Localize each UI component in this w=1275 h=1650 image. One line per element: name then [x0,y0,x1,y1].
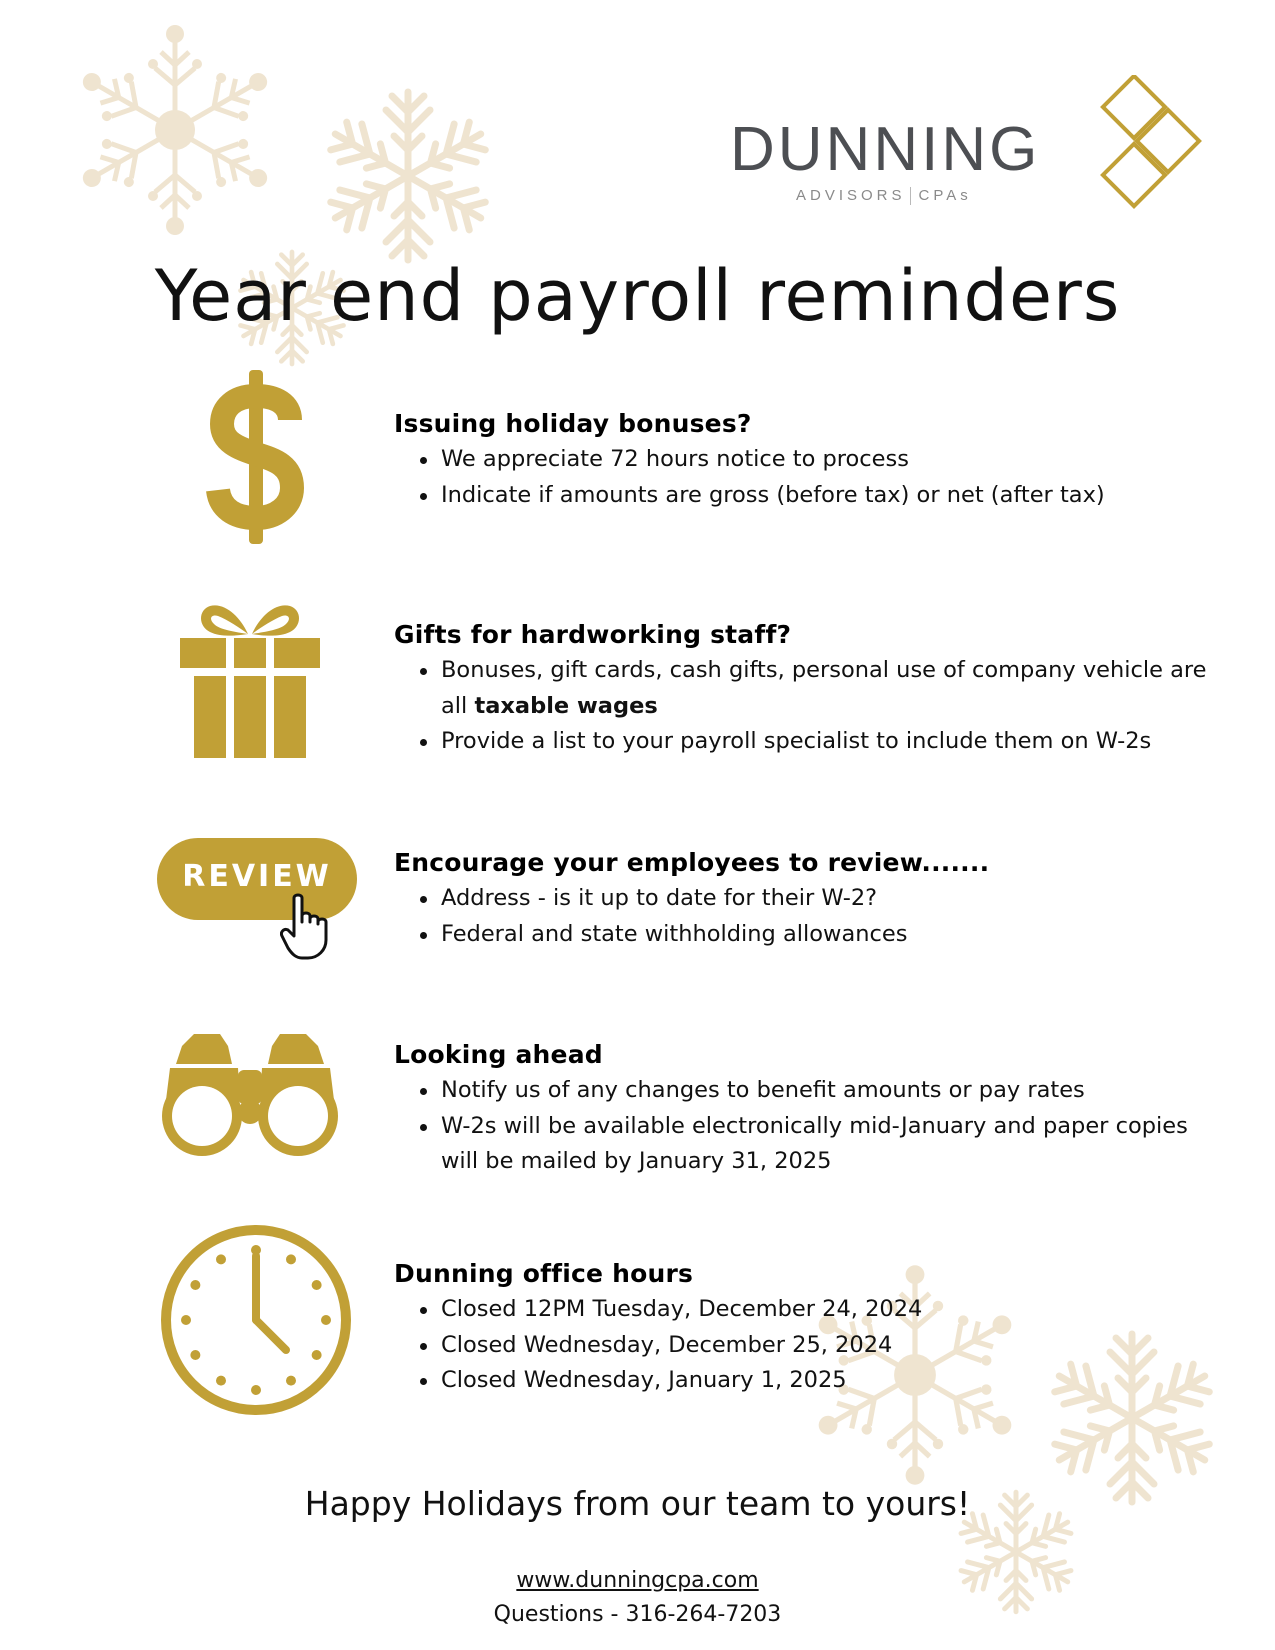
clock-hour-dot [286,1376,296,1386]
list-item: Notify us of any changes to benefit amounts or pay rates [441,1073,1224,1109]
clock-hour-dot [321,1315,331,1325]
dollar-icon [206,370,306,544]
clock-hour-dot [216,1376,226,1386]
list-item: Address - is it up to date for their W-2? [441,881,1224,917]
logo-tagline-left: ADVISORS [796,187,906,204]
snowflake-icon [318,86,498,266]
bullet-list [394,653,1224,760]
gift-icon [180,592,320,758]
clock-icon [158,1222,354,1418]
logo-tagline-right: CPAs [918,187,972,204]
snowflake-dotted-icon [75,20,275,240]
section-heading: Looking ahead [394,1040,603,1069]
clock-hour-dot [312,1280,322,1290]
list-item: We appreciate 72 hours notice to process [441,442,1224,478]
diamond-mark-icon [1060,75,1210,225]
logo-divider [910,187,911,205]
dunning-logo [730,75,1210,235]
bullet-list [394,881,1224,952]
bullet-list [394,1292,1224,1399]
section-heading: Issuing holiday bonuses? [394,409,752,438]
list-item: W-2s will be available electronically mid-January and paper copies will be mailed by January 31, 2025 [441,1109,1224,1180]
list-item: Closed Wednesday, January 1, 2025 [441,1363,1224,1399]
clock-hour-dot [312,1350,322,1360]
clock-hour-dot [190,1350,200,1360]
section-heading: Encourage your employees to review....... [394,848,990,877]
section-looking-ahead [394,1037,1224,1180]
binoculars-icon [158,1030,342,1158]
section-office-hours [394,1256,1224,1399]
list-item: Closed Wednesday, December 25, 2024 [441,1328,1224,1364]
website-link[interactable]: www.dunningcpa.com [516,1568,759,1593]
holiday-greeting: Happy Holidays from our team to yours! [304,1484,971,1523]
list-item-emphasis: taxable wages [474,692,658,719]
page-title: Year end payroll reminders [154,255,1121,337]
bullet-list [394,442,1224,513]
hand-pointer-icon [280,892,332,962]
section-review [394,845,1224,952]
section-heading: Gifts for hardworking staff? [394,620,792,649]
clock-hour-dot [216,1254,226,1264]
section-gifts [394,617,1224,760]
list-item: Indicate if amounts are gross (before tax) or net (after tax) [441,478,1224,514]
clock-hour-dot [286,1254,296,1264]
clock-hour-dot [190,1280,200,1290]
list-item: Provide a list to your payroll specialist to include them on W-2s [441,724,1224,760]
bullet-list [394,1073,1224,1180]
section-holiday-bonuses [394,406,1224,513]
logo-tagline [796,187,972,205]
clock-hour-dot [251,1385,261,1395]
list-item-text: Bonuses, gift cards, cash gifts, personal use of company vehicle are all [441,657,1207,719]
list-item: Closed 12PM Tuesday, December 24, 2024 [441,1292,1224,1328]
list-item: Federal and state withholding allowances [441,917,1224,953]
logo-wordmark: DUNNING [730,115,1041,184]
review-label: REVIEW [182,859,332,894]
clock-hour-dot [181,1315,191,1325]
contact-phone: Questions - 316-264-7203 [493,1602,782,1627]
section-heading: Dunning office hours [394,1259,694,1288]
list-item [441,653,1224,724]
